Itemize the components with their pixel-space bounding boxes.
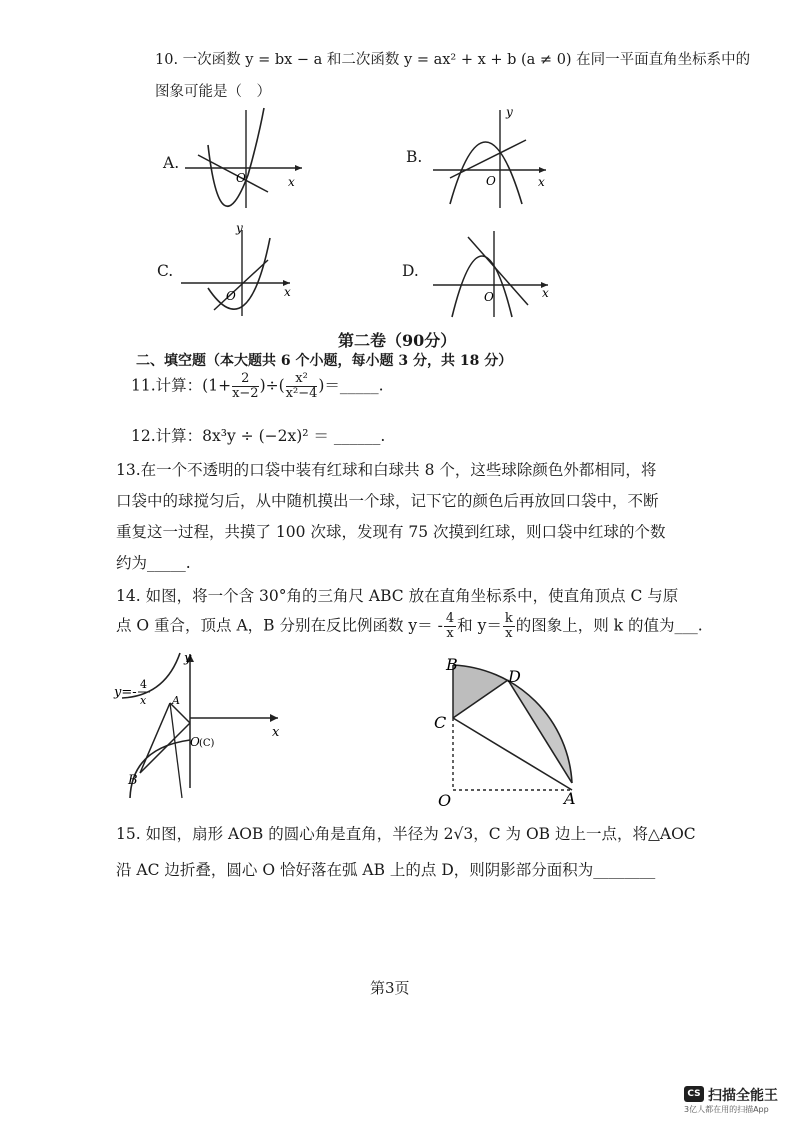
camscanner-logo: CS — [684, 1086, 704, 1102]
q14-fraction-2 — [503, 612, 515, 641]
q10-option-b-label: B. — [406, 148, 423, 166]
extra-line — [170, 703, 182, 798]
x-label: x — [288, 175, 295, 189]
origin-label: O — [226, 289, 236, 303]
q14-line2-a: 点 O 重合，顶点 A，B 分别在反比例函数 y＝ - — [116, 616, 443, 635]
q11-mid: )÷( — [259, 376, 285, 395]
q11-suffix: )＝_____. — [318, 376, 384, 395]
fig14-fn-den: x — [140, 694, 147, 707]
q11 — [131, 372, 384, 401]
q14-frac2-den: x — [505, 626, 513, 641]
q10-stem-line1: 10. 一次函数 y = bx − a 和二次函数 y = ax² + x + b (a ≠ 0) 在同一平面直角坐标系中的 — [155, 52, 751, 68]
fig14-label-B: B — [128, 773, 138, 788]
q11-den2: x²−4 — [285, 386, 318, 401]
y-label: y — [506, 105, 513, 119]
q13-line1: 13.在一个不透明的口袋中装有红球和白球共 8 个，这些球除颜色外都相同，将 — [116, 461, 657, 479]
camscanner-tagline: 3亿人都在用的扫描App — [684, 1105, 769, 1114]
q10-option-b-graph — [430, 100, 560, 212]
fig15-label-C: C — [434, 713, 447, 732]
x-label: x — [284, 285, 291, 299]
q10-stem-line2: 图象可能是（ ） — [155, 84, 271, 100]
side-BC — [140, 723, 190, 773]
fig15-label-D: D — [508, 667, 521, 686]
q14-line2-b: 和 y＝ — [457, 616, 502, 635]
fig14-label-O: O — [190, 735, 200, 749]
fig14-label-A: A — [172, 694, 180, 707]
q15-figure — [430, 648, 590, 810]
line — [450, 140, 526, 178]
fig15-label-O: O — [438, 791, 452, 810]
q14-line2-c: 的图象上，则 k 的值为___. — [515, 616, 703, 635]
fig15-label-B: B — [446, 655, 458, 674]
q15-line2: 沿 AC 边折叠，圆心 O 恰好落在弧 AB 上的点 D，则阴影部分面积为________ — [116, 861, 656, 879]
fig14-fn-num: 4 — [140, 678, 147, 691]
q12: 12.计算：8x³y ÷ (−2x)² ＝ ______. — [131, 427, 386, 445]
q14-frac1-den: x — [446, 626, 454, 641]
y-label: y — [236, 221, 243, 235]
q14-line1: 14. 如图，将一个含 30°角的三角尺 ABC 放在直角坐标系中，使直角顶点 C 与原 — [116, 587, 679, 605]
fig14-x-label: x — [272, 725, 280, 740]
shaded-region-1 — [453, 665, 508, 718]
q14-line2 — [116, 612, 703, 641]
q14-frac2-num: k — [504, 611, 513, 626]
origin-label: O — [236, 171, 246, 185]
camscanner-name: 扫描全能王 — [708, 1088, 778, 1104]
q14-frac1-num: 4 — [445, 611, 455, 626]
q10-option-c-graph — [178, 218, 298, 318]
q13-line2: 口袋中的球搅匀后，从中随机摸出一个球，记下它的颜色后再放回口袋中，不断 — [116, 492, 659, 510]
q10-option-a-graph — [180, 100, 310, 212]
section2-title: 第二卷（90分） — [338, 331, 457, 350]
parabola — [208, 238, 270, 309]
q15-line1: 15. 如图，扇形 AOB 的圆心角是直角，半径为 2√3，C 为 OB 边上一点，将△AOC — [116, 825, 696, 843]
fig14-fn-label: y=- — [114, 685, 137, 700]
origin-label: O — [484, 290, 494, 304]
parabola — [208, 108, 264, 206]
q11-num1: 2 — [232, 372, 259, 387]
q10-option-d-graph — [430, 225, 555, 320]
q11-num2: x² — [286, 372, 318, 387]
line — [198, 155, 268, 192]
line — [214, 260, 268, 310]
q14-fraction-1 — [444, 612, 456, 641]
q11-fraction-1 — [232, 372, 259, 401]
segment-DA — [508, 680, 572, 783]
page-number: 第3页 — [370, 979, 410, 997]
fig14-label-C: (C) — [199, 738, 215, 749]
x-label: x — [538, 175, 545, 189]
q10-option-a-label: A. — [163, 154, 180, 172]
q11-den1: x−2 — [232, 386, 259, 401]
q10-option-d-label: D. — [402, 262, 419, 280]
q11-fraction-2 — [286, 372, 318, 401]
line — [468, 237, 528, 305]
q11-expr-a: (1+ — [202, 376, 232, 395]
q10-option-c-label: C. — [157, 262, 174, 280]
q13-line4: 约为_____. — [116, 554, 191, 572]
q13-line3: 重复这一过程，共摸了 100 次球，发现有 75 次摸到红球，则口袋中红球的个数 — [116, 523, 666, 541]
section2-subtitle: 二、填空题（本大题共 6 个小题，每小题 3 分，共 18 分） — [136, 353, 513, 369]
q14-figure — [110, 648, 290, 803]
fig15-label-A: A — [564, 789, 576, 808]
origin-label: O — [486, 174, 496, 188]
fig14-y-label: y — [184, 651, 192, 666]
side-AB — [140, 703, 170, 773]
x-label: x — [542, 286, 549, 300]
parabola — [452, 256, 512, 317]
q11-prefix: 11.计算： — [131, 376, 203, 395]
